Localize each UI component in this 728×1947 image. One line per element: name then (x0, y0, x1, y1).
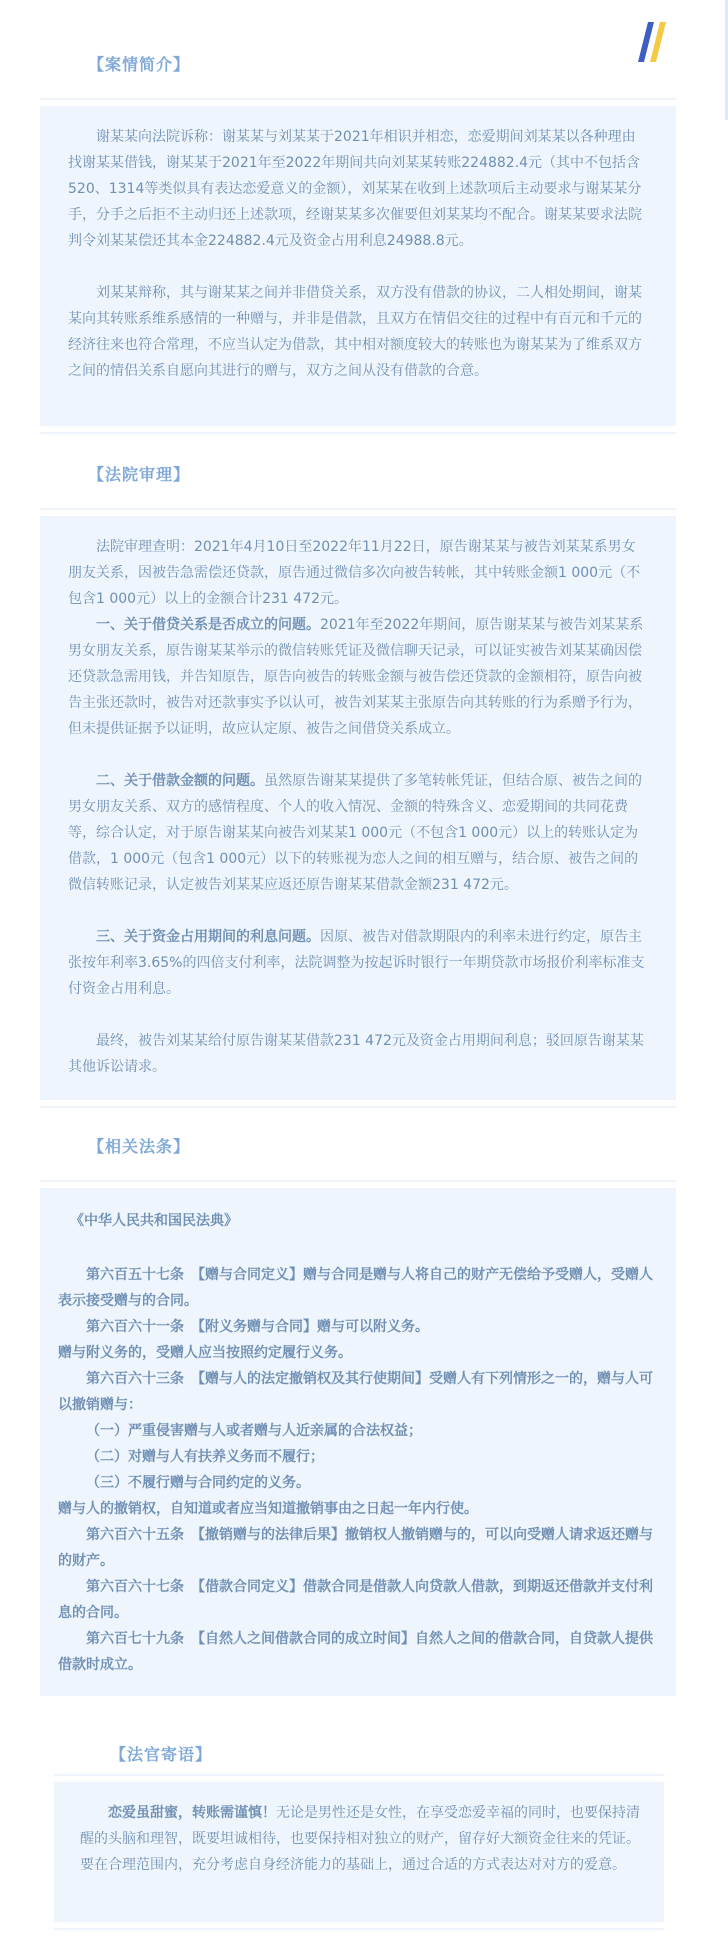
section-title-judge: 【法官寄语】 (110, 1745, 213, 1764)
brand-slash-logo-icon (638, 22, 670, 62)
review-heading-1: 一、关于借贷关系是否成立的问题。 (96, 617, 320, 633)
law-article-665: 第六百六十五条 【撤销赠与的法律后果】撤销权人撤销赠与的，可以向受赠人请求返还赠与的财产。 (58, 1527, 653, 1569)
review-body-3: 因原、被告对借款期限内的利率未进行约定，原告主张按年利率3.65%的四倍支付利率，法院调整为按起诉时银行一年期贷款市场报价利率标准支付资金占用利息。 (68, 929, 645, 997)
review-body-2: 虽然原告谢某某提供了多笔转帐凭证，但结合原、被告之间的男女朋友关系、双方的感情程度、个人的收入情况、金额的特殊含义、恋爱期间的共同花费等，综合认定，对于原告谢某某向被告刘某某1 000元（不包含1 000元）以上的转账认定为借款，1 000元（包含1 000元）以下的转账视为恋人之间的相互赠与，结合原、被告之间的微信转账记录，认定被告刘某某应返还原告谢某某借款金额231 472元。 (68, 773, 642, 893)
laws-card (40, 1188, 676, 1696)
judge-paragraph (80, 1800, 640, 1878)
law-book-title: 《中华人民共和国民法典》 (70, 1213, 238, 1229)
review-heading-2: 二、关于借款金额的问题。 (96, 773, 264, 789)
review-paragraph-2 (68, 612, 648, 742)
law-item-3: （三）不履行赠与合同约定的义务。 (86, 1475, 310, 1491)
case-paragraph-1: 谢某某向法院诉称：谢某某与刘某某于2021年相识并相恋，恋爱期间刘某某以各种理由找谢某某借钱，谢某某于2021年至2022年期间共向刘某某转账224882.4元（其中不包括含520、1314等类似具有表达恋爱意义的金额），刘某某在收到上述款项后主动要求与谢某某分手，分手之后拒不主动归还上述款项，经谢某某多次催要但刘某某均不配合。谢某某要求法院判令刘某某偿还其本金224882.4元及资金占用利息24988.8元。 (68, 129, 642, 249)
divider (40, 432, 676, 434)
law-item-1: （一）严重侵害赠与人或者赠与人近亲属的合法权益； (86, 1423, 422, 1439)
law-article-657: 第六百五十七条 【赠与合同定义】赠与合同是赠与人将自己的财产无偿给予受赠人，受赠人表示接受赠与的合同。 (58, 1267, 653, 1309)
divider (40, 98, 676, 100)
law-article-663-text: 赠与人的撤销权，自知道或者应当知道撤销事由之日起一年内行使。 (58, 1501, 478, 1517)
divider (54, 1774, 664, 1776)
case-card (40, 106, 676, 426)
divider (40, 1106, 676, 1108)
review-heading-3: 三、关于资金占用期间的利息问题。 (96, 929, 320, 945)
section-title-review: 【法院审理】 (88, 465, 191, 484)
divider (40, 1180, 676, 1182)
case-paragraph-2: 刘某某辩称，其与谢某某之间并非借贷关系，双方没有借款的协议，二人相处期间，谢某某向其转账系维系感情的一种赠与，并非是借款，且双方在情侣交往的过程中有百元和千元的经济往来也符合常理，不应当认定为借款，其中相对额度较大的转账也为谢某某为了维系双方之间的情侣关系自愿向其进行的赠与，双方之间从没有借款的合意。 (68, 285, 642, 379)
judge-heading: 恋爱虽甜蜜，转账需谨慎！ (108, 1805, 276, 1821)
law-article-661-text: 赠与附义务的，受赠人应当按照约定履行义务。 (58, 1345, 352, 1361)
law-article-679: 第六百七十九条 【自然人之间借款合同的成立时间】自然人之间的借款合同，自贷款人提供借款时成立。 (58, 1631, 653, 1673)
section-title-case: 【案情简介】 (88, 55, 191, 74)
review-paragraph-3 (68, 768, 648, 898)
judge-body: 无论是男性还是女性，在享受恋爱幸福的同时，也要保持清醒的头脑和理智，既要坦诚相待，也要保持相对独立的财产，留存好大额资金往来的凭证。要在合理范围内，充分考虑自身经济能力的基础上，通过合适的方式表达对对方的爱意。 (80, 1805, 640, 1873)
law-article-661: 第六百六十一条 【附义务赠与合同】赠与可以附义务。 (86, 1319, 429, 1335)
review-paragraph-1: 法院审理查明：2021年4月10日至2022年11月22日，原告谢某某与被告刘某某系男女朋友关系，因被告急需偿还贷款，原告通过微信多次向被告转帐，其中转账金额1 000元（不包含1 000元）以上的金额合计231 472元。 (68, 539, 641, 607)
law-item-2: （二）对赠与人有扶养义务而不履行； (86, 1449, 324, 1465)
review-paragraph-4 (68, 924, 648, 1002)
section-title-laws: 【相关法条】 (88, 1137, 191, 1156)
divider (54, 1928, 664, 1930)
law-article-663: 第六百六十三条 【赠与人的法定撤销权及其行使期间】受赠人有下列情形之一的，赠与人可以撤销赠与： (58, 1371, 653, 1413)
judge-card (54, 1782, 664, 1922)
law-article-667: 第六百六十七条 【借款合同定义】借款合同是借款人向贷款人借款，到期返还借款并支付利息的合同。 (58, 1579, 653, 1621)
review-body-1: 2021年至2022年期间，原告谢某某与被告刘某某系男女朋友关系，原告谢某某举示的微信转账凭证及微信聊天记录，可以证实被告刘某某确因偿还贷款急需用钱，并告知原告，原告向被告的转账金额与被告偿还贷款的金额相符，原告向被告主张还款时，被告对还款事实予以认可，被告刘某某主张原告向其转账的行为系赠予行为，但未提供证据予以证明，故应认定原、被告之间借贷关系成立。 (68, 617, 644, 737)
divider (40, 508, 676, 510)
review-card (40, 516, 676, 1100)
review-paragraph-5: 最终，被告刘某某给付原告谢某某借款231 472元及资金占用期间利息；驳回原告谢某某其他诉讼请求。 (68, 1033, 644, 1075)
